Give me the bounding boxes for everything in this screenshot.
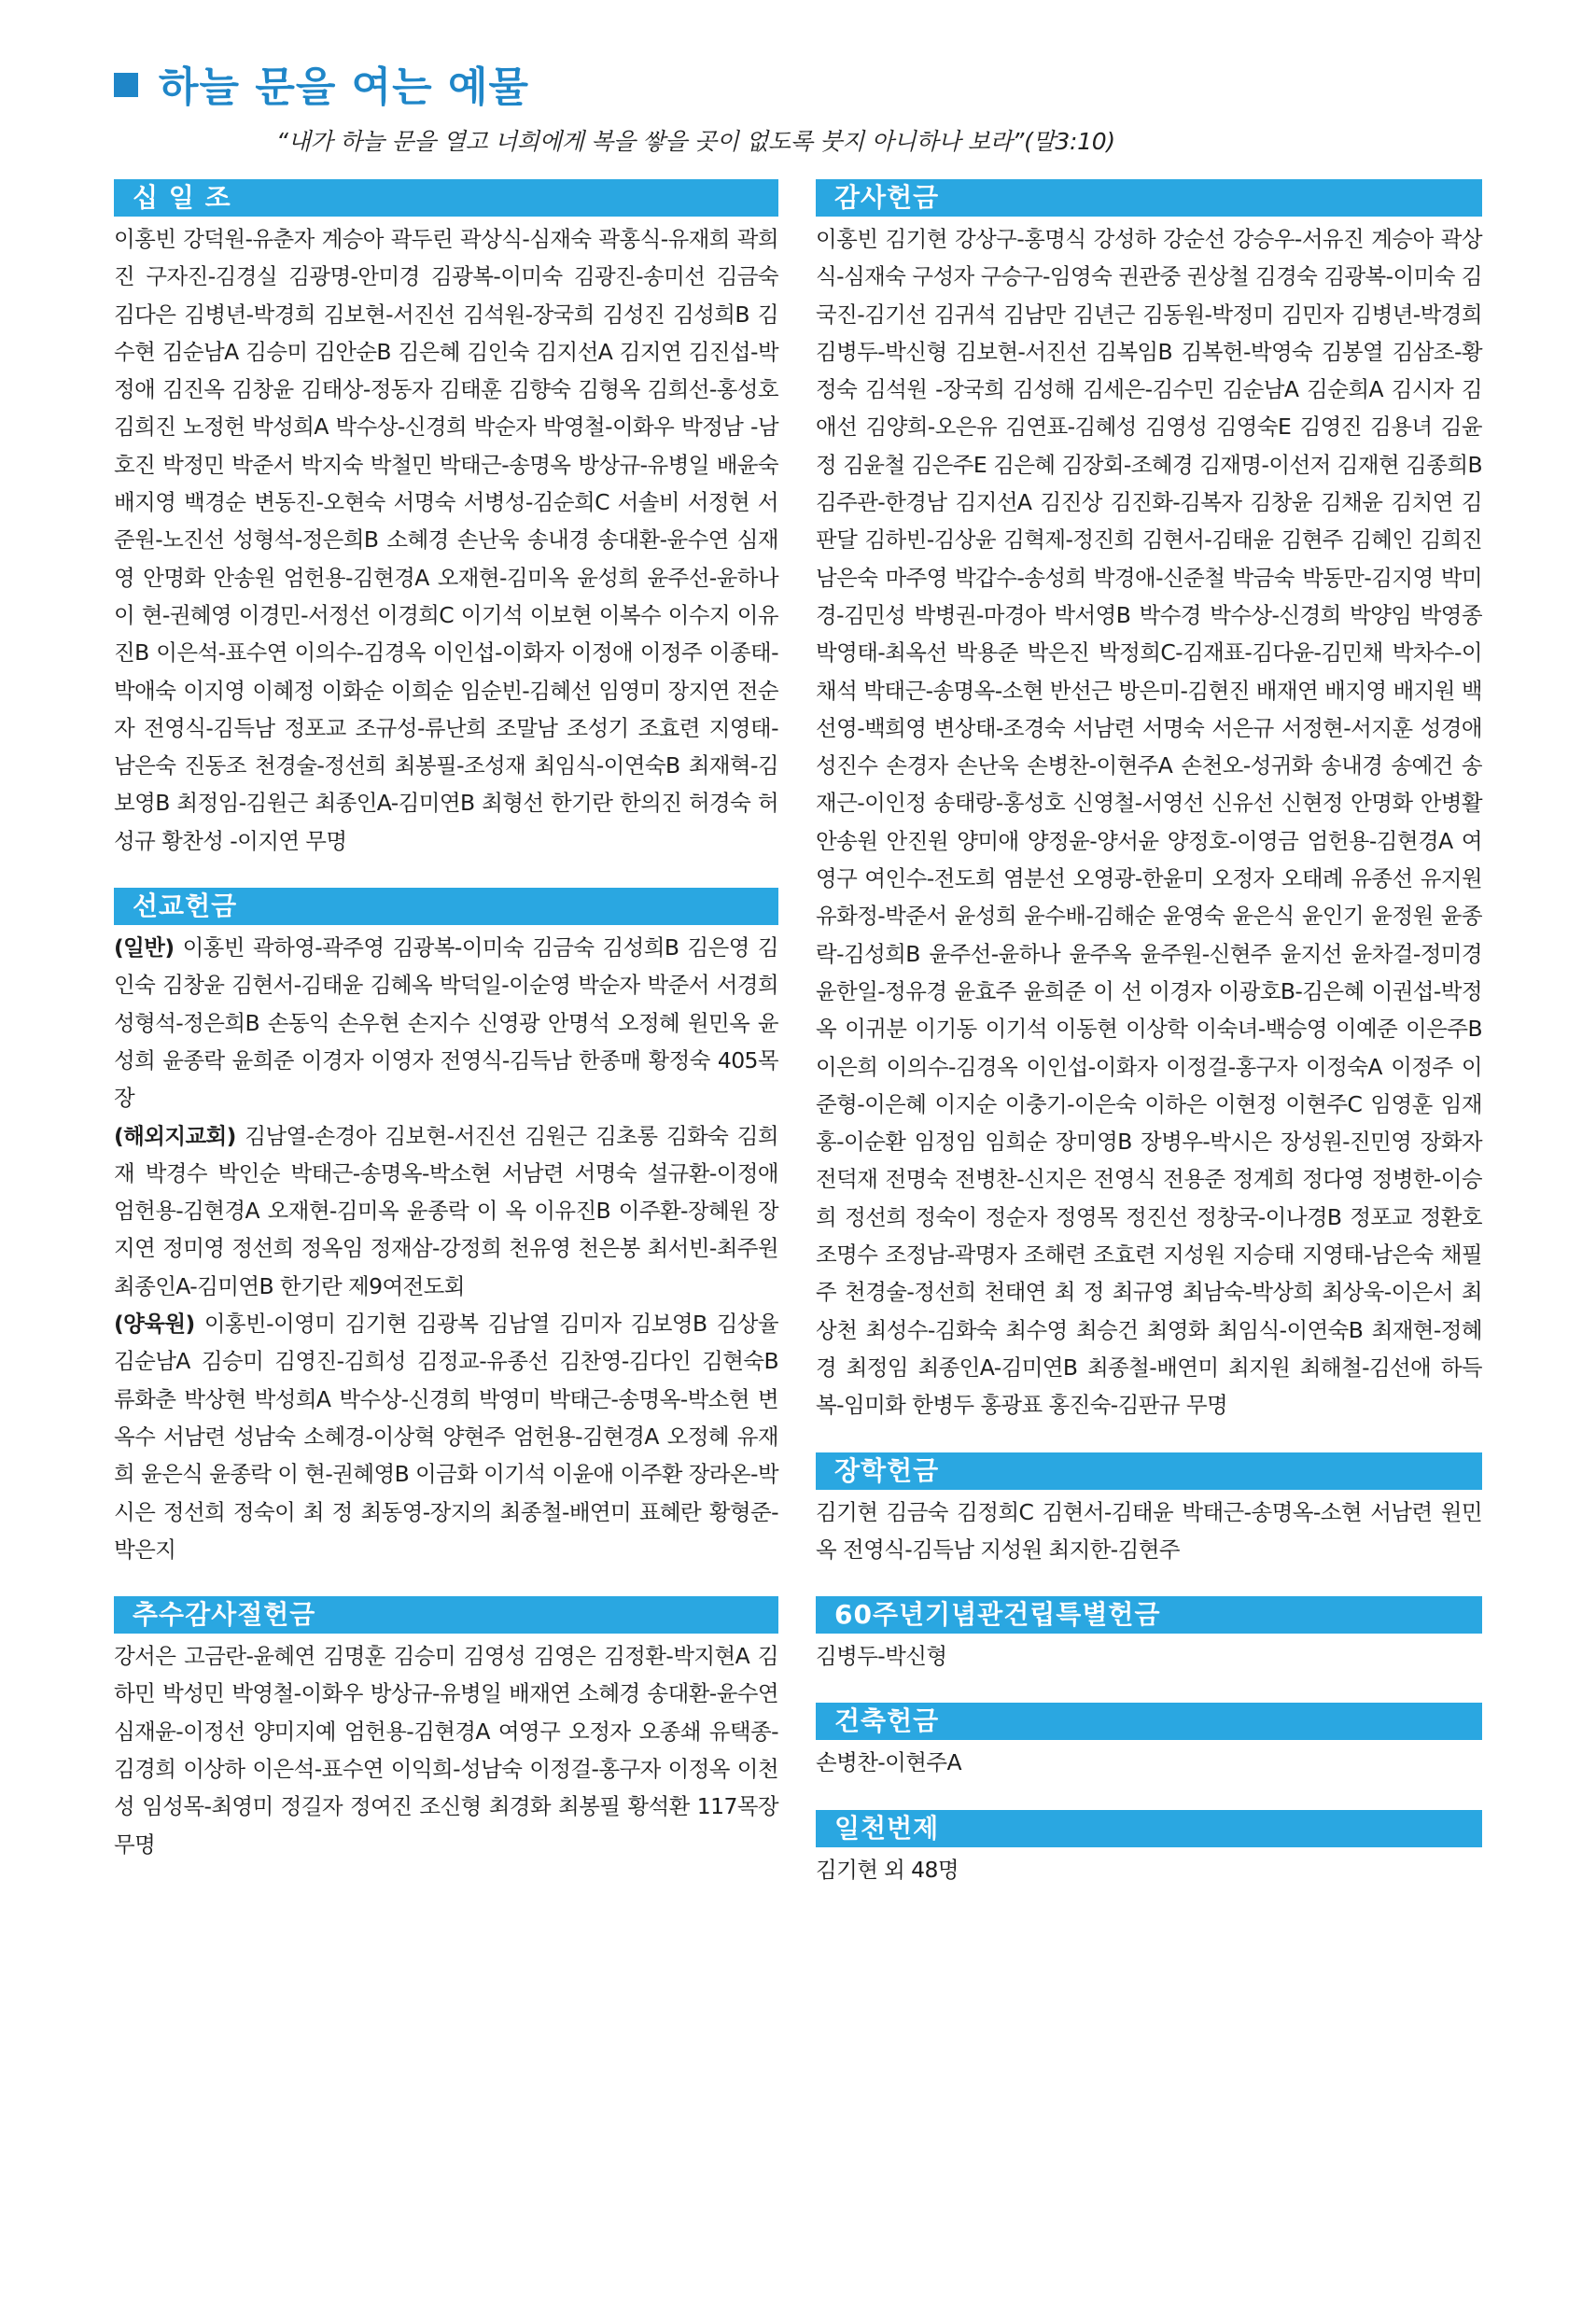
donor-names: 이홍빈-이영미 김기현 김광복 김남열 김미자 김보영B 김상율 김순남A 김승미 김영진-김희성 김정교-유종선 김찬영-김다인 김현숙B 류화춘 박상현 박성희A 박수상-신경희 박영미 박태근-송명옥-박소현 변옥수 서남련 성남숙 소혜경-이상혁 양현주 엄헌용-김현경A 오정혜 유재희 윤은식 윤종락 이 현-권혜영B 이금화 이기석 이윤애 이주환 장라온-박시은 정선희 정숙이 최 정 최동영-장지의 최종철-배연미 표혜란 황형준-박은지: [114, 1311, 778, 1563]
donor-names: 김남열-손경아 김보현-서진선 김원근 김초롱 김화숙 김희재 박경수 박인순 박태근-송명옥-박소현 서남련 서명숙 설규환-이정애 엄헌용-김현경A 오재현-김미옥 윤종락 이 옥 이유진B 이주환-장혜원 장지연 정미영 정선희 정옥임 정재삼-강정희 천유영 천은봉 최서빈-최주원 최종인A-김미연B 한기란 제9여전도회: [114, 1122, 778, 1299]
section-title-thousand-offering: 일천번제: [816, 1810, 1482, 1847]
donor-list-thanks: 이홍빈 김기현 강상구-홍명식 강성하 강순선 강승우-서유진 계승아 곽상식-심재숙 구성자 구승구-임영숙 권관중 권상철 김경숙 김광복-이미숙 김국진-김기선 김귀석 김남만 김년근 김동원-박정미 김민자 김병년-박경희 김병두-박신형 김보현-서진선 김복임B 김복헌-박영숙 김봉열 김삼조-황정숙 김석원 -장국희 김성해 김세은-김수민 김순남A 김순희A 김시자 김애선 김양희-오은유 김연표-김혜성 김영성 김영숙E 김영진 김용녀 김윤정 김윤철 김은주E 김은혜 김장회-조혜경 김재명-이선저 김재현 김종희B 김주관-한경남 김지선A 김진상 김진화-김복자 김창윤 김채윤 김치연 김판달 김하빈-김상윤 김혁제-정진희 김현서-김태윤 김현주 김혜인 김희진 남은숙 마주영 박갑수-송성희 박경애-신준철 박금숙 박동만-김지영 박미경-김민성 박병권-마경아 박서영B 박수경 박수상-신경희 박양임 박영종 박영태-최옥선 박용준 박은진 박정희C-김재표-김다윤-김민채 박차수-이채석 박태근-송명옥-소현 반선근 방은미-김현진 배재연 배지영 배지원 백선영-백희영 변상태-조경숙 서남련 서명숙 서은규 서정현-서지훈 성경애 성진수 손경자 손난욱 손병찬-이현주A 손천오-성귀화 송내경 송예건 송재근-이인정 송태랑-홍성호 신영철-서영선 신유선 신현정 안명화 안병활 안송원 안진원 양미애 양정윤-양서윤 양정호-이영금 엄헌용-김현경A 여영구 여인수-전도희 염분선 오영광-한윤미 오정자 오태례 유종선 유지원 유화정-박준서 윤성희 윤수배-김해순 윤영숙 윤은식 윤인기 윤정원 윤종락-김성희B 윤주선-윤하나 윤주옥 윤주원-신현주 윤지선 윤차걸-정미경 윤한일-정유경 윤효주 윤희준 이 선 이경자 이광호B-김은혜 이권섭-박정옥 이귀분 이기동 이기석 이동현 이상학 이숙녀-백승영 이예준 이은주B 이은희 이의수-김경옥 이인섭-이화자 이정걸-홍구자 이정숙A 이정주 이준형-이은혜 이지순 이충기-이은숙 이하은 이현정 이현주C 임영훈 임재홍-이순환 임정임 임희순 장미영B 장병우-박시은 장성원-진민영 장화자 전덕재 전명숙 전병찬-신지은 전영식 전용준 정계희 정다영 정병한-이승희 정선희 정숙이 정순자 정영목 정진선 정창국-이나경B 정포교 정환호 조명수 조정남-곽명자 조해련 조효련 지성원 지승태 지영태-남은숙 채필주 천경술-정선희 천태연 최 정 최규영 최남숙-박상희 최상욱-이은서 최상천 최성수-김화숙 최수영 최승건 최영화 최임식-이연숙B 최재현-정혜경 최정임 최종인A-김미연B 최종철-배연미 최지원 최해철-김선애 하득복-임미화 한병두 홍광표 홍진숙-김판규 무명: [816, 226, 1482, 1419]
section-thanks: [816, 179, 1482, 1424]
mission-general: [114, 929, 778, 1116]
section-title-anniversary: 60주년기념관건립특별헌금: [816, 1596, 1482, 1634]
page-title: 하늘 문을 여는 예물: [159, 63, 529, 111]
donor-list-mission: [114, 929, 778, 1568]
scripture-verse: “내가 하늘 문을 열고 너희에게 복을 쌓을 곳이 없도록 붓지 아니하나 보라”(말3:10): [276, 128, 1115, 155]
right-column: [816, 179, 1482, 1916]
donor-list-building: 손병찬-이현주A: [816, 1749, 961, 1776]
section-tithe: [114, 179, 778, 860]
mission-orphanage: [114, 1305, 778, 1568]
donor-list-tithe: 이홍빈 강덕원-유춘자 계승아 곽두린 곽상식-심재숙 곽홍식-유재희 곽희진 구자진-김경실 김광명-안미경 김광복-이미숙 김광진-송미선 김금숙 김다은 김병년-박경희 김보현-서진선 김석원-장국희 김성진 김성희B 김수현 김순남A 김승미 김안순B 김은혜 김인숙 김지선A 김지연 김진섭-박정애 김진옥 김창윤 김태상-정동자 김태훈 김향숙 김형옥 김희선-홍성호 김희진 노정헌 박성희A 박수상-신경희 박순자 박영철-이화우 박정남 -남호진 박정민 박준서 박지숙 박철민 박태근-송명옥 방상규-유병일 배윤숙 배지영 백경순 변동진-오현숙 서명숙 서병성-김순희C 서솔비 서정현 서준원-노진선 성형석-정은희B 소혜경 손난욱 송내경 송대환-윤수연 심재영 안명화 안송원 엄헌용-김현경A 오재현-김미옥 윤성희 윤주선-윤하나 이 현-권혜영 이경민-서정선 이경희C 이기석 이보현 이복수 이수지 이유진B 이은석-표수연 이의수-김경옥 이인섭-이화자 이정애 이정주 이종태-박애숙 이지영 이혜정 이화순 이희순 임순빈-김혜선 임영미 장지연 전순자 전영식-김득남 정포교 조규성-류난희 조말남 조성기 조효련 지영태-남은숙 진동조 천경술-정선희 최봉필-조성재 최임식-이연숙B 최재혁-김보영B 최정임-김원근 최종인A-김미연B 최형선 한기란 한의진 허경숙 허성규 황찬성 -이지연 무명: [114, 226, 778, 854]
title-row: [114, 54, 1514, 112]
donor-list-scholarship: 김기현 김금숙 김정희C 김현서-김태윤 박태근-송명옥-소현 서남련 원민옥 전영식-김득남 지성원 최지한-김현주: [816, 1498, 1482, 1563]
donor-names: 이홍빈 곽하영-곽주영 김광복-이미숙 김금숙 김성희B 김은영 김인숙 김창윤 김현서-김태윤 김혜옥 박덕일-이순영 박순자 박준서 서경희 성형석-정은희B 손동익 손우현 손지수 신영광 안명석 오정혜 원민옥 윤성희 윤종락 윤희준 이경자 이영자 전영식-김득남 한종매 황정숙 405목장: [114, 934, 778, 1112]
section-title-tithe: 십 일 조: [114, 179, 778, 217]
section-title-mission: 선교헌금: [114, 888, 778, 925]
section-thousand-offering: [816, 1810, 1482, 1888]
section-harvest: [114, 1596, 778, 1863]
section-mission: [114, 888, 778, 1568]
section-anniversary: [816, 1596, 1482, 1675]
section-scholarship: [816, 1452, 1482, 1569]
page-header: [114, 54, 1514, 157]
donor-list-thousand-offering: 김기현 외 48명: [816, 1856, 959, 1883]
section-title-building: 건축헌금: [816, 1703, 1482, 1740]
section-title-scholarship: 장학헌금: [816, 1452, 1482, 1490]
bullet-square-icon: [114, 73, 138, 97]
section-title-harvest: 추수감사절헌금: [114, 1596, 778, 1634]
section-building: [816, 1703, 1482, 1781]
category-tag: (양육원): [114, 1311, 195, 1338]
section-title-thanks: 감사헌금: [816, 179, 1482, 217]
donor-list-harvest: 강서은 고금란-윤혜연 김명훈 김승미 김영성 김영은 김정환-박지현A 김하민 박성민 박영철-이화우 방상규-유병일 배재연 소혜경 송대환-윤수연 심재윤-이정선 양미지예 엄헌용-김현경A 여영구 오정자 오종쇄 유택종-김경희 이상하 이은석-표수연 이익희-성남숙 이정걸-홍구자 이정옥 이천성 임성목-최영미 정길자 정여진 조신형 최경화 최봉필 황석환 117목장 무명: [114, 1643, 778, 1858]
mission-overseas-church: [114, 1117, 778, 1305]
category-tag: (일반): [114, 934, 175, 961]
donor-list-anniversary: 김병두-박신형: [816, 1643, 947, 1670]
category-tag: (해외지교회): [114, 1122, 236, 1149]
left-column: [114, 179, 778, 1891]
